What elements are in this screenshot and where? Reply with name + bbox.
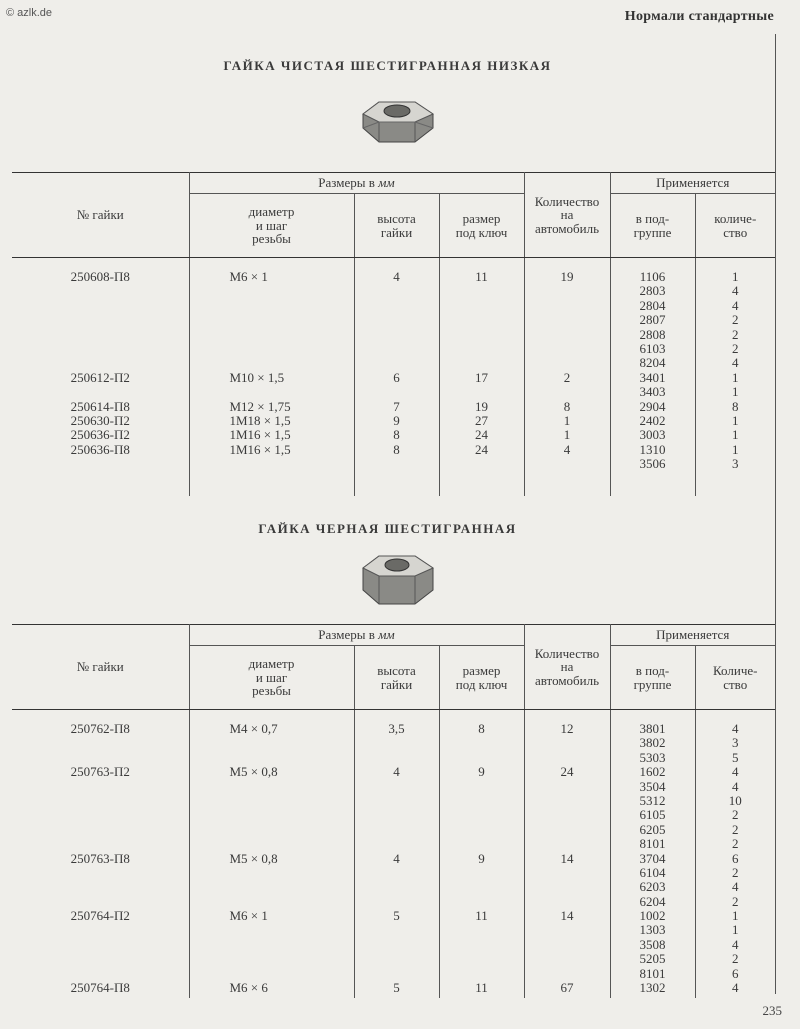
- s1-key-row-3: [440, 313, 524, 327]
- col-height: высота гайки: [354, 194, 439, 258]
- s2-nut-no-row-0: 250762-П8: [70, 721, 130, 736]
- s1-key-row-10: 27: [475, 412, 488, 428]
- s2-amount-row-7: 2: [732, 821, 739, 837]
- col-amount-2: Количе- ство: [695, 646, 775, 710]
- s2-qty-row-12: [525, 895, 610, 909]
- s2-diameter-row-14: [230, 923, 354, 937]
- s1-height-row-5: [355, 342, 439, 356]
- s2-height-row-10: [355, 866, 439, 880]
- s2-amount-row-6: 2: [732, 807, 739, 823]
- s2-diameter-row-0: М4 × 0,7: [229, 721, 278, 736]
- s1-key-row-8: [440, 385, 524, 399]
- site-watermark: © azlk.de: [6, 7, 53, 19]
- s2-nut-no-row-8: [12, 837, 189, 851]
- s1-qty-row-9: 8: [563, 398, 571, 414]
- s2-diameter-row-7: [230, 823, 354, 837]
- s2-diameter-row-6: [230, 808, 354, 822]
- s2-amount-row-3: 4: [732, 764, 739, 780]
- s1-key-row-0: 11: [475, 269, 488, 284]
- page-number: 235: [762, 1003, 782, 1018]
- s2-qty: [524, 710, 610, 999]
- right-margin-line: [775, 34, 776, 994]
- s2-height: [354, 710, 439, 999]
- s1-nut-no-row-5: [12, 342, 189, 356]
- s1-qty-row-5: [525, 342, 610, 356]
- s1-nut-no-row-10: 250630-П2: [70, 412, 130, 428]
- s2-qty-row-11: [525, 880, 610, 894]
- s1-qty-row-10: 1: [563, 412, 571, 428]
- s2-nut-no-row-7: [12, 823, 189, 837]
- s1-key-row-1: [440, 284, 524, 298]
- s1-amount-row-3: 2: [732, 312, 739, 328]
- s2-diameter-row-17: [230, 967, 354, 981]
- s2-diameter-row-15: [230, 938, 354, 952]
- s1-height-row-11: 8: [393, 427, 400, 443]
- s2-nut-no-row-14: [12, 923, 189, 937]
- s1-diameter-row-1: [230, 284, 354, 298]
- s2-qty-row-7: [525, 823, 610, 837]
- s1-diameter-row-8: [230, 385, 354, 399]
- s1-subgroup-row-12: 1310: [639, 441, 666, 457]
- s2-key-row-12: [440, 895, 524, 909]
- s1-height-row-3: [355, 313, 439, 327]
- s1-height-row-8: [355, 385, 439, 399]
- s1-subgroup-row-4: 2808: [639, 326, 666, 342]
- s2-key-row-6: [440, 808, 524, 822]
- s2-height-row-6: [355, 808, 439, 822]
- s1-key-row-13: [440, 457, 524, 471]
- s2-height-row-9: 4: [393, 850, 400, 866]
- s2-amount-row-4: 4: [732, 778, 739, 794]
- s2-height-row-8: [355, 837, 439, 851]
- s1-height-row-10: 9: [393, 412, 400, 428]
- s1-height: [354, 258, 439, 497]
- s2-amount: [695, 710, 775, 999]
- s2-key-row-5: [440, 794, 524, 808]
- s1-key: [439, 258, 524, 497]
- s1-qty-row-6: [525, 356, 610, 370]
- s2-subgroup-row-15: 3508: [639, 936, 666, 952]
- s1-subgroup-row-7: 3401: [639, 369, 666, 385]
- s2-qty-row-6: [525, 808, 610, 822]
- s2-key-row-4: [440, 780, 524, 794]
- s2-diameter-row-8: [230, 837, 354, 851]
- s1-diameter-row-10: 1М18 × 1,5: [229, 412, 291, 428]
- hex-nut-low-icon: [355, 88, 440, 155]
- s1-qty: [524, 258, 610, 497]
- s2-height-row-17: [355, 967, 439, 981]
- s2-key-row-14: [440, 923, 524, 937]
- s1-qty-row-2: [525, 299, 610, 313]
- s2-height-row-18: 5: [393, 980, 400, 996]
- s1-amount-row-7: 1: [732, 369, 739, 385]
- s2-nut-no-row-11: [12, 880, 189, 894]
- s2-qty-row-3: 24: [560, 764, 574, 780]
- col-key-2: размер под ключ: [439, 646, 524, 710]
- s2-nut-no-row-1: [12, 736, 189, 750]
- s1-diameter: [189, 258, 354, 497]
- s1-nut-no: [12, 258, 189, 497]
- s1-diameter-row-11: 1М16 × 1,5: [229, 427, 291, 443]
- s2-nut-no-row-12: [12, 895, 189, 909]
- s1-diameter-row-5: [230, 342, 354, 356]
- s2-qty-row-9: 14: [560, 850, 574, 866]
- s2-height-row-15: [355, 938, 439, 952]
- s2-key-row-13: 11: [475, 908, 488, 924]
- s1-subgroup-row-6: 8204: [639, 355, 666, 371]
- s1-amount-row-0: 1: [732, 269, 739, 284]
- s2-nut-no: [12, 710, 189, 999]
- s2-qty-row-14: [525, 923, 610, 937]
- s2-diameter-row-5: [230, 794, 354, 808]
- s1-diameter-row-2: [230, 299, 354, 313]
- s1-amount-row-1: 4: [732, 283, 739, 299]
- s1-subgroup-row-2: 2804: [639, 297, 666, 313]
- s2-subgroup-row-4: 3504: [639, 778, 666, 794]
- s1-qty-row-13: [525, 457, 610, 471]
- col-sizes: Размеры в мм: [189, 173, 524, 194]
- s1-diameter-row-13: [230, 457, 354, 471]
- col-qty-car-2: Количество на автомобиль: [524, 625, 610, 710]
- s1-diameter-row-9: М12 × 1,75: [229, 398, 291, 414]
- s2-qty-row-17: [525, 967, 610, 981]
- s2-subgroup-row-5: 5312: [639, 792, 666, 808]
- s2-qty-row-0: 12: [560, 721, 574, 736]
- s2-amount-row-5: 10: [728, 792, 742, 808]
- s1-amount-row-6: 4: [732, 355, 739, 371]
- s2-subgroup-row-16: 5205: [639, 951, 666, 967]
- s2-key-row-10: [440, 866, 524, 880]
- s2-nut-no-row-3: 250763-П2: [70, 764, 130, 780]
- s2-nut-no-row-2: [12, 751, 189, 765]
- s2-height-row-3: 4: [393, 764, 400, 780]
- s1-qty-row-1: [525, 284, 610, 298]
- col-diameter-2: диаметр и шаг резьбы: [189, 646, 354, 710]
- s2-height-row-7: [355, 823, 439, 837]
- s2-qty-row-5: [525, 794, 610, 808]
- s1-height-row-4: [355, 328, 439, 342]
- s2-key-row-16: [440, 952, 524, 966]
- s1-subgroup-row-3: 2807: [639, 312, 666, 328]
- col-key: размер под ключ: [439, 194, 524, 258]
- col-amount: количе- ство: [695, 194, 775, 258]
- s2-qty-row-13: 14: [560, 908, 574, 924]
- s2-amount-row-18: 4: [732, 980, 739, 996]
- s2-height-row-12: [355, 895, 439, 909]
- s2-height-row-0: 3,5: [388, 721, 405, 736]
- col-qty-car: Количество на автомобиль: [524, 173, 610, 258]
- s1-diameter-row-6: [230, 356, 354, 370]
- s1-amount-row-2: 4: [732, 297, 739, 313]
- col-nut-no-2: № гайки: [12, 625, 189, 710]
- s1-height-row-13: [355, 457, 439, 471]
- s2-key: [439, 710, 524, 999]
- s1-subgroup-row-11: 3003: [639, 427, 666, 443]
- s1-subgroup-row-5: 6103: [639, 340, 666, 356]
- s1-diameter-row-12: 1М16 × 1,5: [229, 441, 291, 457]
- col-applied: Применяется: [610, 173, 775, 194]
- s1-height-row-9: 7: [393, 398, 400, 414]
- s2-nut-no-row-6: [12, 808, 189, 822]
- s2-nut-no-row-9: 250763-П8: [70, 850, 130, 866]
- s2-diameter-row-16: [230, 952, 354, 966]
- s1-amount-row-12: 1: [732, 441, 739, 457]
- s1-nut-no-row-13: [12, 457, 189, 471]
- s2-nut-no-row-18: 250764-П8: [70, 980, 130, 996]
- s1-nut-no-row-0: 250608-П8: [70, 269, 130, 284]
- s1-height-row-12: 8: [393, 441, 400, 457]
- s1-nut-no-row-2: [12, 299, 189, 313]
- s1-subgroup-row-10: 2402: [639, 412, 666, 428]
- s1-subgroup-row-13: 3506: [639, 456, 666, 472]
- s1-nut-no-row-1: [12, 284, 189, 298]
- s2-amount-row-2: 5: [732, 749, 739, 765]
- s2-height-row-16: [355, 952, 439, 966]
- s1-key-row-9: 19: [475, 398, 488, 414]
- s2-nut-no-row-4: [12, 780, 189, 794]
- s2-height-row-13: 5: [393, 908, 400, 924]
- s2-nut-no-row-16: [12, 952, 189, 966]
- section2-table: [12, 624, 775, 998]
- s2-qty-row-16: [525, 952, 610, 966]
- s2-amount-row-15: 4: [732, 936, 739, 952]
- s1-key-row-6: [440, 356, 524, 370]
- s2-qty-row-1: [525, 736, 610, 750]
- s2-key-row-9: 9: [478, 850, 485, 866]
- s1-height-row-1: [355, 284, 439, 298]
- s2-diameter-row-2: [230, 751, 354, 765]
- s2-key-row-2: [440, 751, 524, 765]
- s2-height-row-2: [355, 751, 439, 765]
- s2-subgroup-row-0: 3801: [639, 721, 666, 736]
- s1-nut-no-row-11: 250636-П2: [70, 427, 130, 443]
- page-header: Нормали стандартные: [624, 9, 774, 24]
- col-subgroup: в под- группе: [610, 194, 695, 258]
- s2-key-row-8: [440, 837, 524, 851]
- s1-diameter-row-0: М6 × 1: [229, 269, 268, 284]
- s2-qty-row-18: 67: [560, 980, 574, 996]
- s1-nut-no-row-8: [12, 385, 189, 399]
- s2-amount-row-11: 4: [732, 879, 739, 895]
- s2-nut-no-row-13: 250764-П2: [70, 908, 130, 924]
- s2-subgroup-row-14: 1303: [639, 922, 666, 938]
- s1-height-row-6: [355, 356, 439, 370]
- s2-subgroup-row-12: 6204: [639, 893, 666, 909]
- s2-qty-row-2: [525, 751, 610, 765]
- s1-subgroup-row-1: 2803: [639, 283, 666, 299]
- s1-qty-row-4: [525, 328, 610, 342]
- s1-nut-no-row-3: [12, 313, 189, 327]
- s1-diameter-row-4: [230, 328, 354, 342]
- hex-nut-black-icon: [355, 544, 440, 615]
- s1-key-row-2: [440, 299, 524, 313]
- s1-height-row-0: 4: [393, 269, 400, 284]
- s2-amount-row-17: 6: [732, 965, 739, 981]
- s2-diameter-row-9: М5 × 0,8: [229, 850, 278, 866]
- s1-qty-row-12: 4: [563, 441, 571, 457]
- s2-subgroup-row-3: 1602: [639, 764, 666, 780]
- s2-subgroup-row-17: 8101: [639, 965, 666, 981]
- s1-key-row-11: 24: [475, 427, 488, 443]
- s1-qty-row-11: 1: [563, 427, 571, 443]
- s2-diameter-row-3: М5 × 0,8: [229, 764, 278, 780]
- s1-diameter-row-7: М10 × 1,5: [229, 369, 285, 385]
- s2-subgroup-row-13: 1002: [639, 908, 666, 924]
- col-height-2: высота гайки: [354, 646, 439, 710]
- s2-key-row-1: [440, 736, 524, 750]
- s2-amount-row-13: 1: [732, 908, 739, 924]
- s2-diameter-row-11: [230, 880, 354, 894]
- s2-subgroup-row-10: 6104: [639, 864, 666, 880]
- section2-title: ГАЙКА ЧЕРНАЯ ШЕСТИГРАННАЯ: [258, 521, 517, 536]
- s1-amount-row-10: 1: [732, 412, 739, 428]
- s1-subgroup: [610, 258, 695, 497]
- s2-diameter-row-10: [230, 866, 354, 880]
- s2-diameter-row-12: [230, 895, 354, 909]
- s2-diameter-row-13: М6 × 1: [229, 908, 268, 924]
- s2-subgroup-row-8: 8101: [639, 836, 666, 852]
- col-diameter: диаметр и шаг резьбы: [189, 194, 354, 258]
- col-sizes-2: Размеры в мм: [189, 625, 524, 646]
- s2-key-row-15: [440, 938, 524, 952]
- s2-key-row-0: 8: [478, 721, 485, 736]
- s2-amount-row-9: 6: [732, 850, 739, 866]
- s2-qty-row-4: [525, 780, 610, 794]
- s2-diameter-row-1: [230, 736, 354, 750]
- s2-height-row-4: [355, 780, 439, 794]
- s2-subgroup-row-2: 5303: [639, 749, 666, 765]
- s1-qty-row-7: 2: [563, 369, 571, 385]
- s2-key-row-11: [440, 880, 524, 894]
- s1-amount-row-5: 2: [732, 340, 739, 356]
- s2-qty-row-8: [525, 837, 610, 851]
- s2-subgroup-row-11: 6203: [639, 879, 666, 895]
- s1-amount-row-4: 2: [732, 326, 739, 342]
- s2-subgroup-row-7: 6205: [639, 821, 666, 837]
- s2-amount-row-16: 2: [732, 951, 739, 967]
- s1-amount: [695, 258, 775, 497]
- s2-key-row-17: [440, 967, 524, 981]
- s1-nut-no-row-12: 250636-П8: [70, 441, 130, 457]
- s2-nut-no-row-10: [12, 866, 189, 880]
- s1-height-row-7: 6: [393, 369, 400, 385]
- col-nut-no: № гайки: [12, 173, 189, 258]
- s2-height-row-5: [355, 794, 439, 808]
- s2-subgroup-row-18: 1302: [639, 980, 666, 996]
- s1-amount-row-9: 8: [732, 398, 739, 414]
- s2-subgroup-row-1: 3802: [639, 735, 666, 751]
- s2-height-row-11: [355, 880, 439, 894]
- s1-qty-row-8: [525, 385, 610, 399]
- s2-key-row-7: [440, 823, 524, 837]
- s1-key-row-7: 17: [475, 369, 488, 385]
- s2-amount-row-12: 2: [732, 893, 739, 909]
- s2-height-row-14: [355, 923, 439, 937]
- s2-diameter: [189, 710, 354, 999]
- s2-amount-row-10: 2: [732, 864, 739, 880]
- s1-diameter-row-3: [230, 313, 354, 327]
- s1-key-row-4: [440, 328, 524, 342]
- s1-nut-no-row-9: 250614-П8: [70, 398, 130, 414]
- s2-key-row-18: 11: [475, 980, 488, 996]
- s2-nut-no-row-5: [12, 794, 189, 808]
- s1-height-row-2: [355, 299, 439, 313]
- s1-amount-row-8: 1: [732, 384, 739, 400]
- s1-amount-row-11: 1: [732, 427, 739, 443]
- s2-diameter-row-4: [230, 780, 354, 794]
- s2-amount-row-14: 1: [732, 922, 739, 938]
- s1-nut-no-row-6: [12, 356, 189, 370]
- s2-qty-row-10: [525, 866, 610, 880]
- col-applied-2: Применяется: [610, 625, 775, 646]
- s2-nut-no-row-15: [12, 938, 189, 952]
- s2-diameter-row-18: М6 × 6: [229, 980, 268, 996]
- s2-subgroup-row-9: 3704: [639, 850, 666, 866]
- s2-nut-no-row-17: [12, 967, 189, 981]
- s2-amount-row-8: 2: [732, 836, 739, 852]
- s1-key-row-5: [440, 342, 524, 356]
- s2-amount-row-1: 3: [732, 735, 739, 751]
- s1-subgroup-row-0: 1106: [639, 269, 666, 284]
- s2-qty-row-15: [525, 938, 610, 952]
- s2-amount-row-0: 4: [732, 721, 739, 736]
- s1-amount-row-13: 3: [732, 456, 739, 472]
- s2-height-row-1: [355, 736, 439, 750]
- s1-nut-no-row-4: [12, 328, 189, 342]
- section1-title: ГАЙКА ЧИСТАЯ ШЕСТИГРАННАЯ НИЗКАЯ: [223, 58, 552, 73]
- s1-nut-no-row-7: 250612-П2: [70, 369, 130, 385]
- s1-qty-row-0: 19: [560, 269, 574, 284]
- s1-key-row-12: 24: [475, 441, 488, 457]
- s2-key-row-3: 9: [478, 764, 485, 780]
- s1-subgroup-row-8: 3403: [639, 384, 666, 400]
- section1-table: [12, 172, 775, 496]
- s2-subgroup: [610, 710, 695, 999]
- s2-subgroup-row-6: 6105: [639, 807, 666, 823]
- s1-qty-row-3: [525, 313, 610, 327]
- col-subgroup-2: в под- группе: [610, 646, 695, 710]
- s1-subgroup-row-9: 2904: [639, 398, 666, 414]
